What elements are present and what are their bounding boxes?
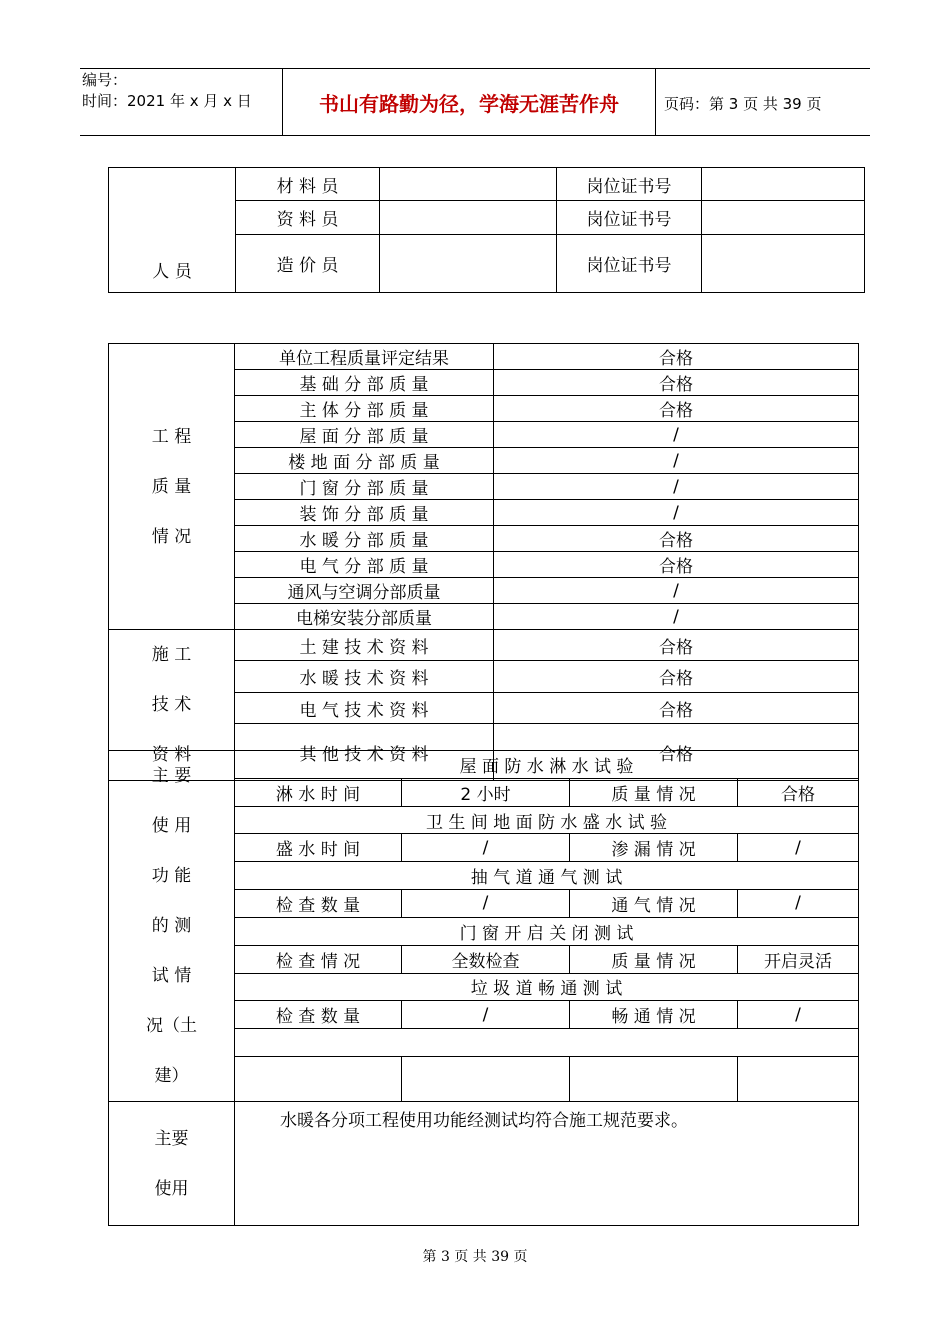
vent-count-value: / [402,890,570,918]
door-quality-label: 质 量 情 况 [570,945,738,973]
function-test-table [108,750,859,1102]
role-cell: 资 料 员 [236,201,380,235]
time-label: 时间：2021 年 x 月 x 日 [82,92,252,110]
cert-value [702,235,865,293]
garbage-count-label: 检 查 数 量 [235,1001,402,1029]
quality-group-label: 工 程 质 量 情 况 [109,344,235,630]
roof-test-title: 屋 面 防 水 淋 水 试 验 [235,751,859,779]
tech-result: 合格 [494,661,859,692]
function-group-label: 主 要 使 用 功 能 的 测 试 情 况（土 建） [109,751,235,1102]
motto: 书山有路勤为径，学海无涯苦作舟 [319,91,619,116]
vent-status-value: / [738,890,859,918]
quality-result: / [494,604,859,630]
quality-result: / [494,578,859,604]
door-check-value: 全数检查 [402,945,570,973]
tech-item: 土 建 技 术 资 料 [235,630,494,661]
quality-item: 屋 面 分 部 质 量 [235,422,494,448]
vent-count-label: 检 查 数 量 [235,890,402,918]
role-cell: 造 价 员 [236,235,380,293]
quality-item: 装 饰 分 部 质 量 [235,500,494,526]
garbage-status-value: / [738,1001,859,1029]
plumbing-group-label: 主要 使用 [109,1102,235,1226]
quality-item: 楼 地 面 分 部 质 量 [235,448,494,474]
quality-result: 合格 [494,396,859,422]
quality-result: / [494,422,859,448]
tech-group-label: 施 工 技 术 资 料 [109,630,235,781]
name-cell [380,201,557,235]
empty-cell [570,1056,738,1101]
quality-item: 基 础 分 部 质 量 [235,370,494,396]
roof-quality-label: 质 量 情 况 [570,778,738,806]
garbage-test-title: 垃 圾 道 畅 通 测 试 [235,973,859,1001]
roof-duration-label: 淋 水 时 间 [235,778,402,806]
plumbing-text: 水暖各分项工程使用功能经测试均符合施工规范要求。 [235,1102,859,1226]
tech-item: 电 气 技 术 资 料 [235,692,494,723]
quality-result: 合格 [494,526,859,552]
quality-item: 主 体 分 部 质 量 [235,396,494,422]
quality-item: 电 气 分 部 质 量 [235,552,494,578]
cert-label: 岗位证书号 [557,201,702,235]
toilet-duration-value: / [402,834,570,862]
header-meta [82,70,282,112]
empty-cell [738,1056,859,1101]
door-check-label: 检 查 情 况 [235,945,402,973]
quality-result: / [494,448,859,474]
garbage-status-label: 畅 通 情 况 [570,1001,738,1029]
quality-result: 合格 [494,370,859,396]
tech-result: 合格 [494,630,859,661]
quality-table [108,343,859,781]
empty-cell [235,1056,402,1101]
tech-result: 合格 [494,724,859,781]
header-bottom-rule [80,135,870,136]
number-label: 编号： [82,71,128,89]
toilet-leak-label: 渗 漏 情 况 [570,834,738,862]
quality-result: / [494,500,859,526]
quality-item: 水 暖 分 部 质 量 [235,526,494,552]
plumbing-table [108,1101,859,1226]
tech-item: 其 他 技 术 资 料 [235,724,494,781]
personnel-group-label: 人 员 [109,168,236,293]
role-cell: 材 料 员 [236,168,380,201]
personnel-table [108,167,865,293]
vent-test-title: 抽 气 道 通 气 测 试 [235,862,859,890]
empty-row [235,1029,859,1057]
cert-label: 岗位证书号 [557,235,702,293]
tech-item: 水 暖 技 术 资 料 [235,661,494,692]
door-test-title: 门 窗 开 启 关 闭 测 试 [235,917,859,945]
garbage-count-value: / [402,1001,570,1029]
cert-value [702,201,865,235]
vent-status-label: 通 气 情 况 [570,890,738,918]
cert-label: 岗位证书号 [557,168,702,201]
toilet-test-title: 卫 生 间 地 面 防 水 盛 水 试 验 [235,806,859,834]
tech-result: 合格 [494,692,859,723]
quality-result: 合格 [494,552,859,578]
roof-quality-value: 合格 [738,778,859,806]
toilet-leak-value: / [738,834,859,862]
page-info: 页码：第 3 页 共 39 页 [664,95,822,113]
cert-value [702,168,865,201]
empty-cell [402,1056,570,1101]
quality-item: 电梯安装分部质量 [235,604,494,630]
quality-result: / [494,474,859,500]
quality-item: 门 窗 分 部 质 量 [235,474,494,500]
roof-duration-value: 2 小时 [402,778,570,806]
toilet-duration-label: 盛 水 时 间 [235,834,402,862]
name-cell [380,168,557,201]
page-footer: 第 3 页 共 39 页 [422,1249,528,1265]
header-divider-right [655,68,656,135]
quality-item: 单位工程质量评定结果 [235,344,494,370]
quality-result: 合格 [494,344,859,370]
quality-item: 通风与空调分部质量 [235,578,494,604]
name-cell [380,235,557,293]
door-quality-value: 开启灵活 [738,945,859,973]
